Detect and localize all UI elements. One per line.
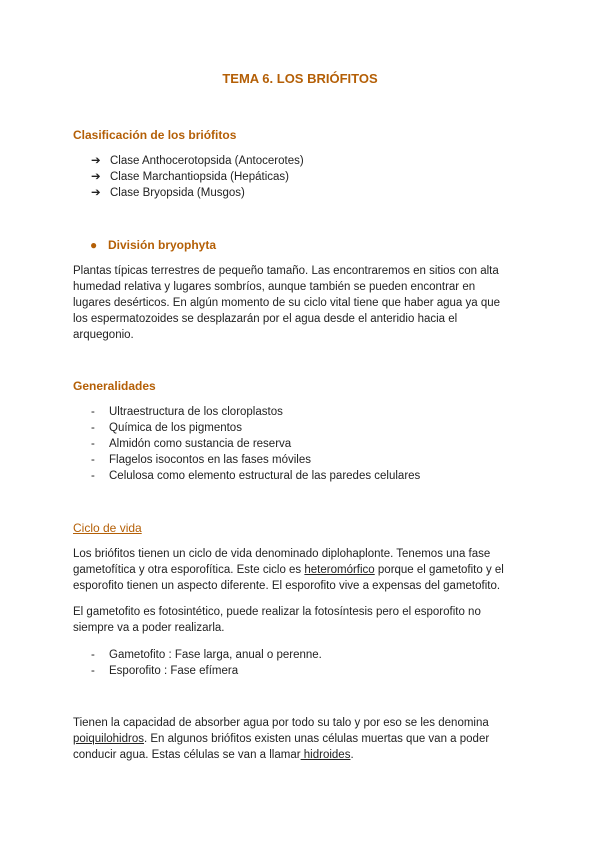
ciclo-paragraph-2: El gametofito es fotosintético, puede realizar la fotosíntesis pero el esporofito no siempre va a poder realizarla. bbox=[73, 606, 481, 634]
heading-clasificacion: Clasificación de los briófitos bbox=[73, 128, 237, 142]
arrow-bullet-icon: ➔ bbox=[91, 155, 101, 167]
list-item: - Flagelos isocontos en las fases móviles bbox=[91, 454, 311, 466]
list-item: - Almidón como sustancia de reserva bbox=[91, 438, 292, 450]
page-title: TEMA 6. LOS BRIÓFITOS bbox=[222, 71, 378, 86]
generalidades-list bbox=[91, 404, 420, 484]
arrow-bullet-icon: ➔ bbox=[91, 171, 101, 183]
list-item: - Ultraestructura de los cloroplastos bbox=[91, 406, 283, 418]
list-item: - Celulosa como elemento estructural de las paredes celulares bbox=[91, 470, 421, 482]
term-poiquilohidros: poiquilohidros bbox=[73, 733, 144, 745]
list-item: - Química de los pigmentos bbox=[91, 422, 242, 434]
term-heteromorfico: heteromórfico bbox=[304, 564, 375, 576]
ciclo-paragraph-3: Tienen la capacidad de absorber agua por todo su talo y por eso se les denomina poiquilohidros. En algunos briófitos existen unas células muertas que van a poder conducir agua. Estas células se van a llamar hidroides. bbox=[73, 717, 490, 761]
list-item: ➔ Clase Anthocerotopsida (Antocerotes) bbox=[91, 155, 304, 167]
heading-division: ● División bryophyta bbox=[90, 238, 217, 252]
arrow-bullet-icon: ➔ bbox=[91, 187, 101, 199]
clasificacion-list bbox=[91, 153, 304, 201]
ciclo-paragraph-1: Los briófitos tienen un ciclo de vida denominado diplohaplonte. Tenemos una fase gametofítica y otra esporofítica. Este ciclo es heteromórfico porque el gametofito y el esporofito tienen un aspecto diferente. El esporofito vive a expensas del gametofito. bbox=[73, 548, 504, 592]
heading-generalidades: Generalidades bbox=[73, 379, 156, 393]
term-hidroides: hidroides bbox=[300, 749, 351, 761]
circle-bullet-icon: ● bbox=[90, 238, 98, 252]
division-paragraph: Plantas típicas terrestres de pequeño tamaño. Las encontraremos en sitios con alta humedad relativa y lugares sombríos, aunque también se pueden encontrar en lugares desérticos. En algún momento de su ciclo vital tiene que haber agua ya que los espermatozoides se desplazarán por el agua desde el anteridio hacia el arquegonio. bbox=[73, 265, 501, 341]
list-item: ➔ Clase Bryopsida (Musgos) bbox=[91, 187, 245, 199]
list-item: - Esporofito : Fase efímera bbox=[91, 665, 239, 677]
list-item: ➔ Clase Marchantiopsida (Hepáticas) bbox=[91, 171, 289, 183]
list-item: - Gametofito : Fase larga, anual o perenne. bbox=[91, 649, 322, 661]
heading-ciclo-de-vida[interactable]: Ciclo de vida bbox=[73, 521, 142, 535]
fases-list bbox=[91, 647, 322, 679]
